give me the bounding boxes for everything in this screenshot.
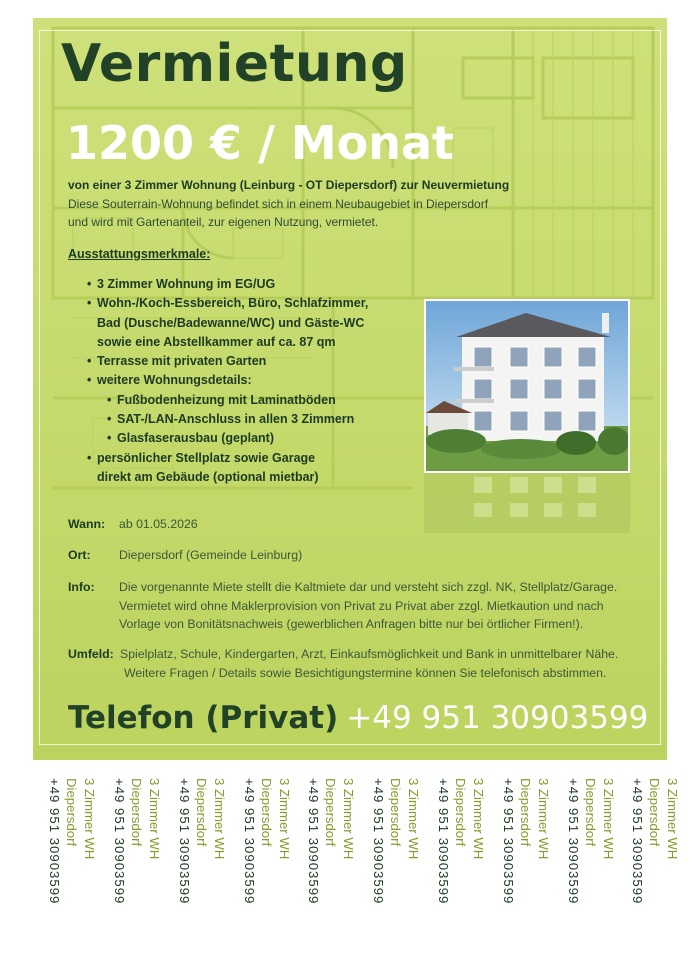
- feature-item: • 3 Zimmer Wohnung im EG/UG: [89, 275, 368, 294]
- page-title: Vermietung: [61, 34, 408, 94]
- tab-title: 3 Zimmer WH: [212, 778, 227, 860]
- house-photo: [424, 299, 630, 473]
- rent-price: 1200 € / Monat: [66, 116, 455, 170]
- tab-title: 3 Zimmer WH: [341, 778, 356, 860]
- intro-description: [68, 195, 548, 231]
- intro-headline: von einer 3 Zimmer Wohnung (Leinburg - OT Diepersdorf) zur Neuvermietung: [68, 178, 510, 192]
- tab-phone-number: +49 951 30903599: [177, 778, 192, 905]
- tab-place: Diepersdorf: [388, 778, 404, 847]
- surroundings-label: Umfeld:: [68, 647, 114, 661]
- surroundings-line: Spielplatz, Schule, Kindergarten, Arzt, Einkaufsmöglichkeit und Bank in unmittelbarer Nähe.: [120, 647, 619, 661]
- info-text: [119, 578, 639, 634]
- tear-off-tab[interactable]: [164, 778, 228, 950]
- tab-title: 3 Zimmer WH: [277, 778, 292, 860]
- tab-title: 3 Zimmer WH: [406, 778, 421, 860]
- tab-place: Diepersdorf: [129, 778, 145, 847]
- tear-off-tab-text: [241, 778, 294, 950]
- phone-contact: [68, 700, 648, 736]
- feature-item: • persönlicher Stellplatz sowie Garage: [89, 449, 368, 468]
- location-label: Ort:: [68, 548, 91, 562]
- tear-off-tab-text: [500, 778, 553, 950]
- intro-line: Diese Souterrain-Wohnung befindet sich in einem Neubaugebiet in Diepersdorf: [68, 197, 489, 211]
- info-label: Info:: [68, 580, 95, 594]
- surroundings-row: [68, 645, 648, 685]
- tear-off-tab[interactable]: [488, 778, 552, 950]
- tear-off-tab-text: [111, 778, 164, 950]
- tab-phone-number: +49 951 30903599: [242, 778, 257, 905]
- tear-off-tab-text: [565, 778, 618, 950]
- phone-number[interactable]: +49 951 30903599: [346, 700, 649, 736]
- features-heading: Ausstattungsmerkmale:: [68, 247, 211, 261]
- tear-off-tab[interactable]: [423, 778, 487, 950]
- tear-off-tab-text: [46, 778, 99, 950]
- tab-place: Diepersdorf: [259, 778, 275, 847]
- tab-place: Diepersdorf: [64, 778, 80, 847]
- tab-title: 3 Zimmer WH: [601, 778, 616, 860]
- tab-place: Diepersdorf: [323, 778, 339, 847]
- info-line: Vorlage von Bonitätsnachweis (gewerblichen Anfragen bitte nur bei örtlicher Firmen!).: [119, 617, 584, 631]
- tab-phone-number: +49 951 30903599: [436, 778, 451, 905]
- tab-title: 3 Zimmer WH: [82, 778, 97, 860]
- tab-phone-number: +49 951 30903599: [501, 778, 516, 905]
- tab-phone-number: +49 951 30903599: [47, 778, 62, 905]
- tab-phone-number: +49 951 30903599: [630, 778, 645, 905]
- tab-place: Diepersdorf: [647, 778, 663, 847]
- availability-label: Wann:: [68, 517, 106, 531]
- feature-item: • Terrasse mit privaten Garten: [89, 352, 368, 371]
- tab-title: 3 Zimmer WH: [471, 778, 486, 860]
- features-list: [89, 275, 368, 487]
- tear-off-tab[interactable]: [358, 778, 422, 950]
- feature-item: • weitere Wohnungsdetails:: [89, 371, 368, 390]
- tear-off-tab-text: [629, 778, 682, 950]
- tab-place: Diepersdorf: [518, 778, 534, 847]
- feature-item-continued: direkt am Gebäude (optional mietbar): [97, 469, 319, 484]
- surroundings-line: Weitere Fragen / Details sowie Besichtigungstermine können Sie telefonisch abstimmen.: [124, 665, 607, 680]
- tab-title: 3 Zimmer WH: [665, 778, 680, 860]
- tab-title: 3 Zimmer WH: [147, 778, 162, 860]
- tear-off-tab-text: [305, 778, 358, 950]
- feature-item-continued: Bad (Dusche/Badewanne/WC) und Gäste-WC: [97, 315, 365, 330]
- tear-off-tab[interactable]: [293, 778, 357, 950]
- intro-line: und wird mit Gartenanteil, zur eigenen Nutzung, vermietet.: [68, 215, 379, 229]
- tab-phone-number: +49 951 30903599: [371, 778, 386, 905]
- tear-off-tab[interactable]: [99, 778, 163, 950]
- tear-off-tab[interactable]: [553, 778, 617, 950]
- info-line: Die vorgenannte Miete stellt die Kaltmiete dar und versteht sich zzgl. NK, Stellplatz/Garage.: [119, 580, 618, 594]
- tear-off-tab[interactable]: [229, 778, 293, 950]
- location-value: Diepersdorf (Gemeinde Leinburg): [119, 548, 303, 562]
- tab-phone-number: +49 951 30903599: [566, 778, 581, 905]
- tear-off-tab-text: [435, 778, 488, 950]
- feature-subitem: • SAT-/LAN-Anschluss in allen 3 Zimmern: [89, 410, 368, 429]
- tab-phone-number: +49 951 30903599: [112, 778, 127, 905]
- tab-place: Diepersdorf: [583, 778, 599, 847]
- location-row: [68, 546, 628, 566]
- tab-phone-number: +49 951 30903599: [306, 778, 321, 905]
- availability-row: [68, 515, 628, 535]
- tear-off-tab-text: [176, 778, 229, 950]
- feature-item-continued: sowie eine Abstellkammer auf ca. 87 qm: [97, 334, 336, 349]
- surroundings-text: [120, 645, 650, 682]
- info-line: Vermietet wird ohne Maklerprovision von Privat zu Privat aber zzgl. Mietkaution und nach: [119, 598, 604, 613]
- feature-item: • Wohn-/Koch-Essbereich, Büro, Schlafzimmer,: [89, 294, 368, 313]
- rental-flyer: [33, 18, 667, 760]
- tear-off-tab-text: [370, 778, 423, 950]
- tab-place: Diepersdorf: [194, 778, 210, 847]
- tear-off-tab[interactable]: [617, 778, 681, 950]
- tear-off-tab[interactable]: [34, 778, 98, 950]
- feature-subitem: • Glasfaserausbau (geplant): [89, 429, 368, 448]
- info-row: [68, 578, 628, 638]
- phone-label: Telefon (Privat): [68, 700, 339, 736]
- availability-value: ab 01.05.2026: [119, 517, 198, 531]
- tab-place: Diepersdorf: [453, 778, 469, 847]
- tab-title: 3 Zimmer WH: [536, 778, 551, 860]
- feature-subitem: • Fußbodenheizung mit Laminatböden: [89, 391, 368, 410]
